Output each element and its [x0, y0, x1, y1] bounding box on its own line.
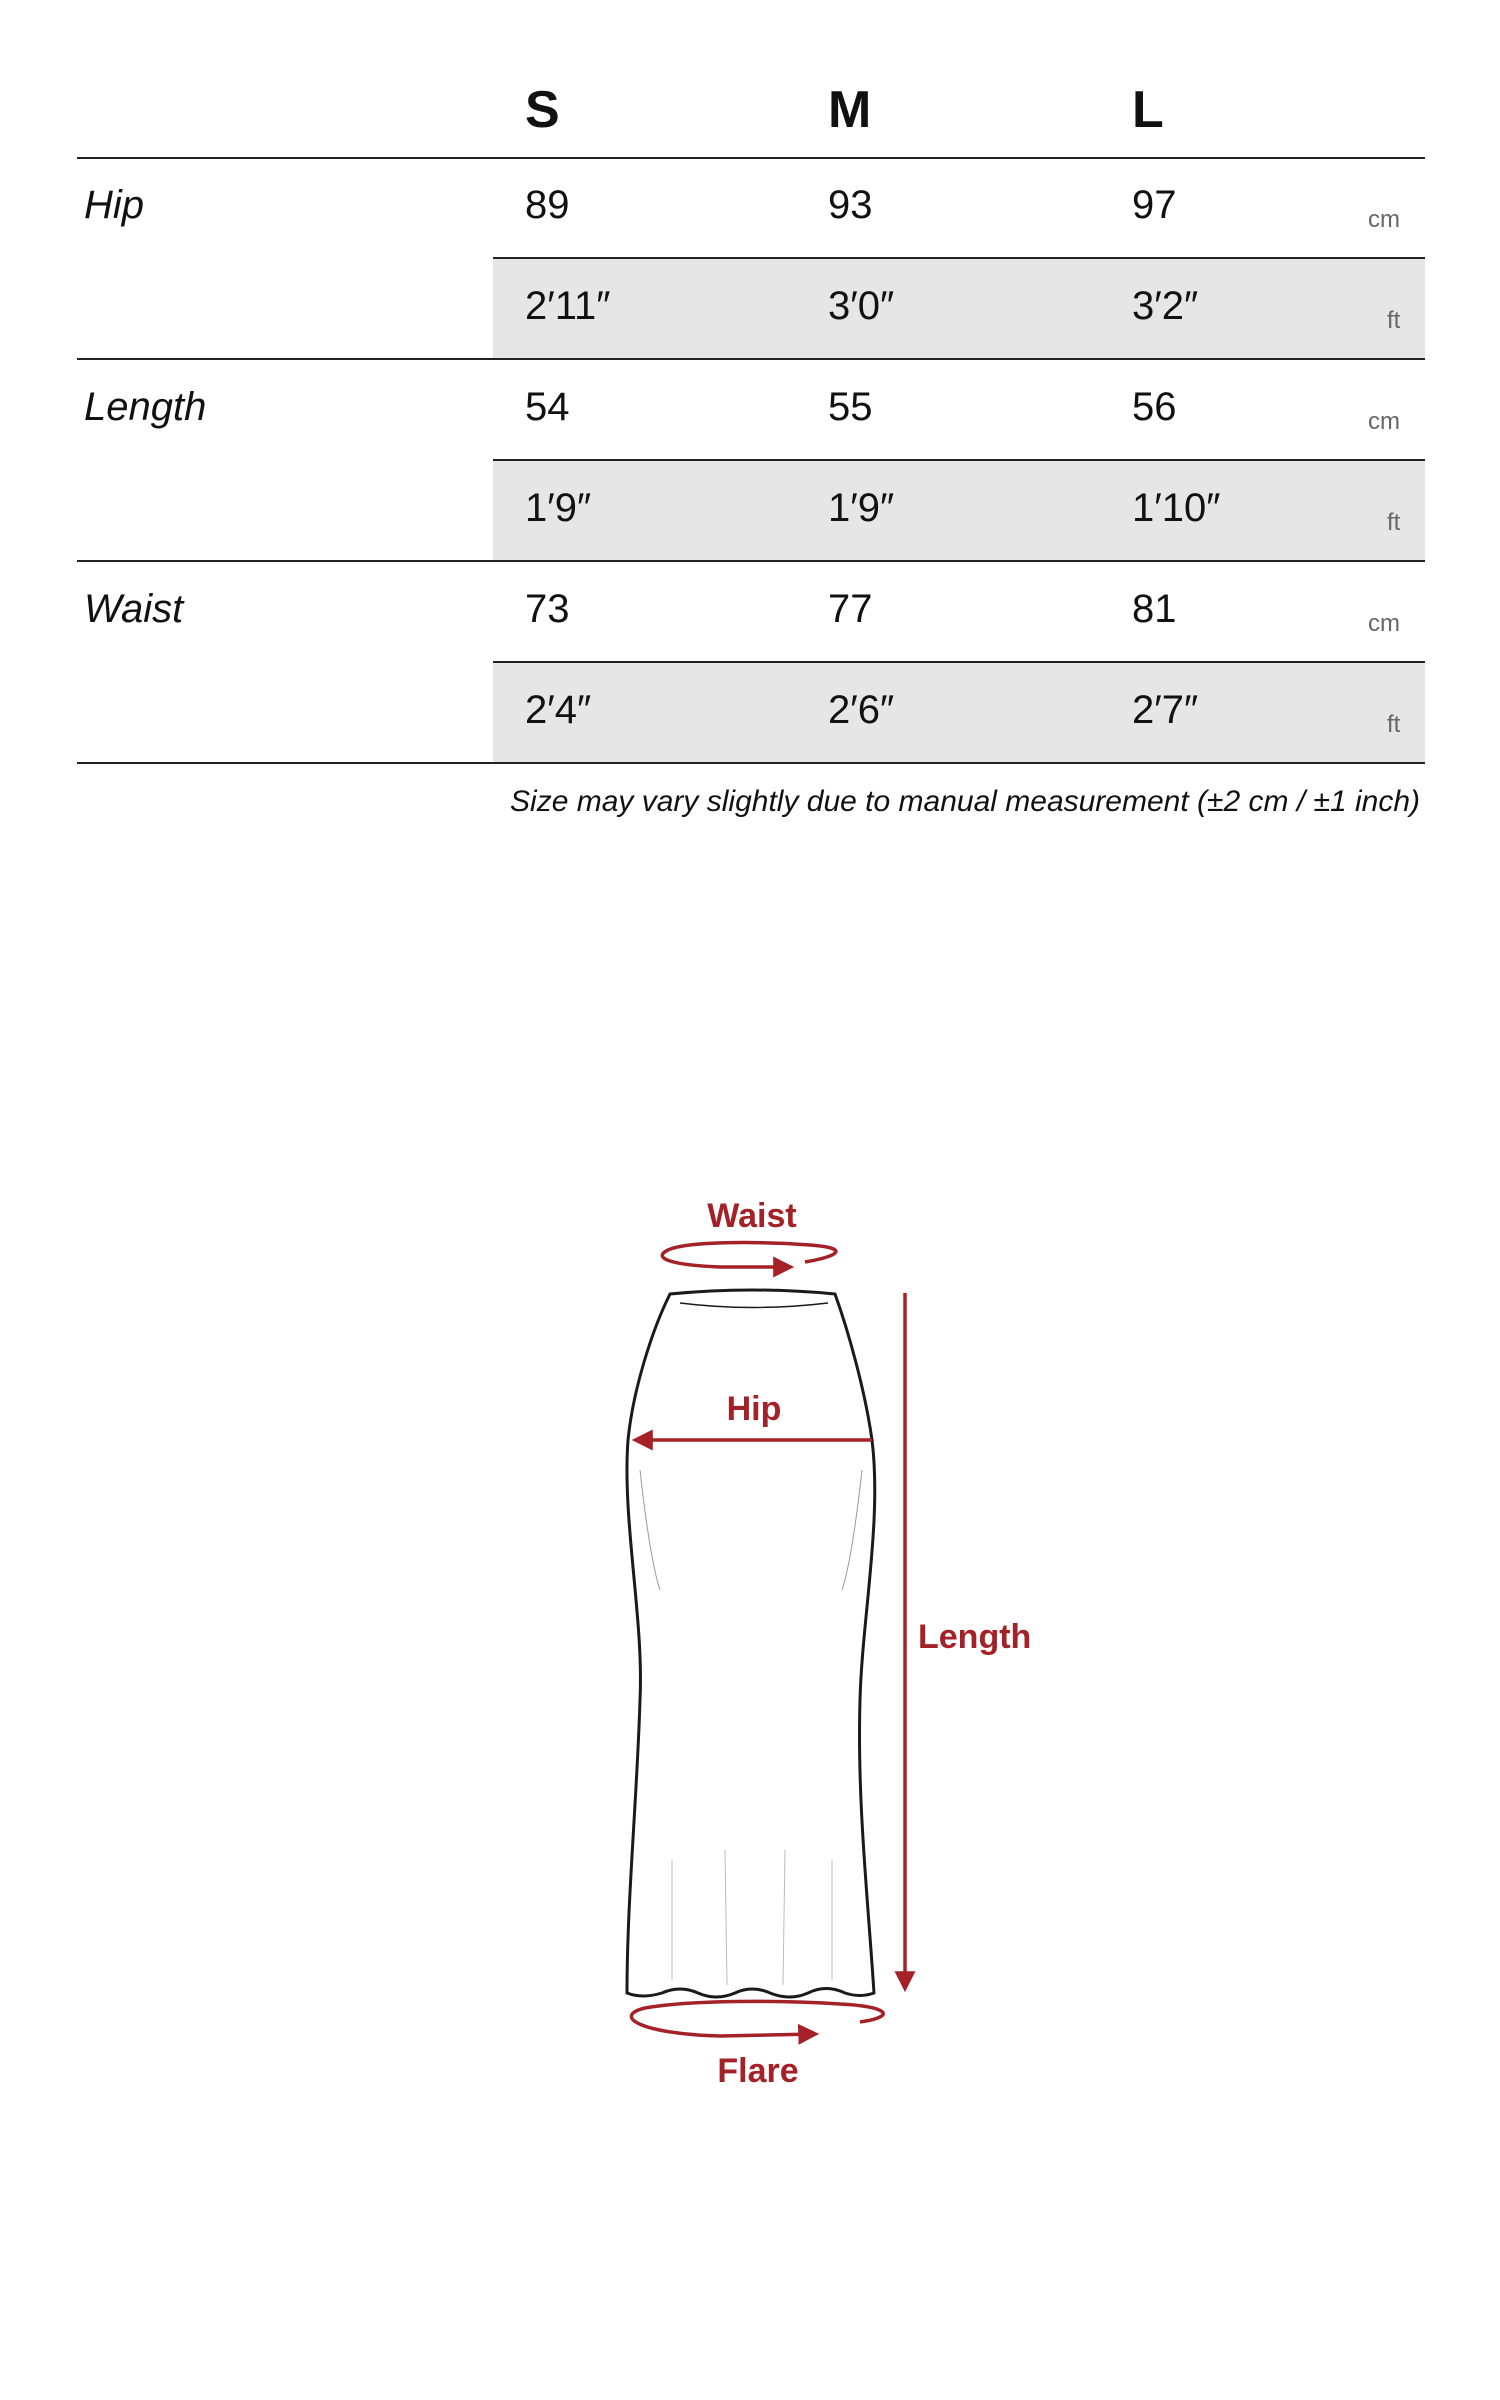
length-cm-s: 54 [525, 385, 570, 429]
table-divider [77, 157, 1425, 159]
length-cm-l: 56 [1132, 385, 1177, 429]
table-divider [77, 358, 1425, 360]
hip-cm-l: 97 [1132, 183, 1177, 227]
table-divider [77, 560, 1425, 562]
waist-cm-m: 77 [828, 587, 873, 631]
row-subdivider [493, 459, 1425, 461]
length-ft-row-bg [493, 460, 1425, 560]
skirt-measurement-diagram [0, 1150, 1500, 2130]
size-header-l: L [1132, 81, 1164, 139]
row-subdivider [493, 661, 1425, 663]
row-subdivider [493, 257, 1425, 259]
hip-label: Hip [726, 1390, 782, 1428]
flare-label: Flare [717, 2052, 799, 2090]
unit-cm-label: cm [1368, 206, 1400, 233]
unit-cm-label: cm [1368, 610, 1400, 637]
waist-circular-arrow-icon [662, 1243, 836, 1267]
waist-cm-s: 73 [525, 587, 570, 631]
unit-cm-label: cm [1368, 408, 1400, 435]
hip-cm-s: 89 [525, 183, 570, 227]
unit-ft-label: ft [1387, 307, 1401, 334]
unit-ft-label: ft [1387, 509, 1401, 536]
length-cm-m: 55 [828, 385, 873, 429]
length-ft-l: 1′10″ [1132, 486, 1221, 530]
row-label-waist: Waist [84, 587, 184, 631]
flare-circular-arrow-icon [631, 2001, 883, 2036]
waist-label: Waist [707, 1197, 797, 1235]
row-label-length: Length [84, 385, 207, 429]
unit-ft-label: ft [1387, 711, 1401, 738]
size-header-s: S [525, 81, 560, 139]
table-divider [77, 762, 1425, 764]
waist-cm-l: 81 [1132, 587, 1177, 631]
size-header-m: M [828, 81, 872, 139]
waist-ft-l: 2′7″ [1132, 688, 1199, 732]
hip-cm-m: 93 [828, 183, 873, 227]
hip-ft-s: 2′11″ [525, 284, 611, 328]
length-ft-s: 1′9″ [525, 486, 592, 530]
hip-ft-l: 3′2″ [1132, 284, 1199, 328]
length-label: Length [918, 1618, 1032, 1656]
waist-ft-row-bg [493, 662, 1425, 762]
row-label-hip: Hip [84, 183, 145, 227]
waist-ft-s: 2′4″ [525, 688, 592, 732]
waist-ft-m: 2′6″ [828, 688, 895, 732]
hip-ft-m: 3′0″ [828, 284, 895, 328]
hip-ft-row-bg [493, 258, 1425, 358]
measurement-note: Size may vary slightly due to manual measurement (±2 cm / ±1 inch) [510, 785, 1420, 818]
length-ft-m: 1′9″ [828, 486, 895, 530]
